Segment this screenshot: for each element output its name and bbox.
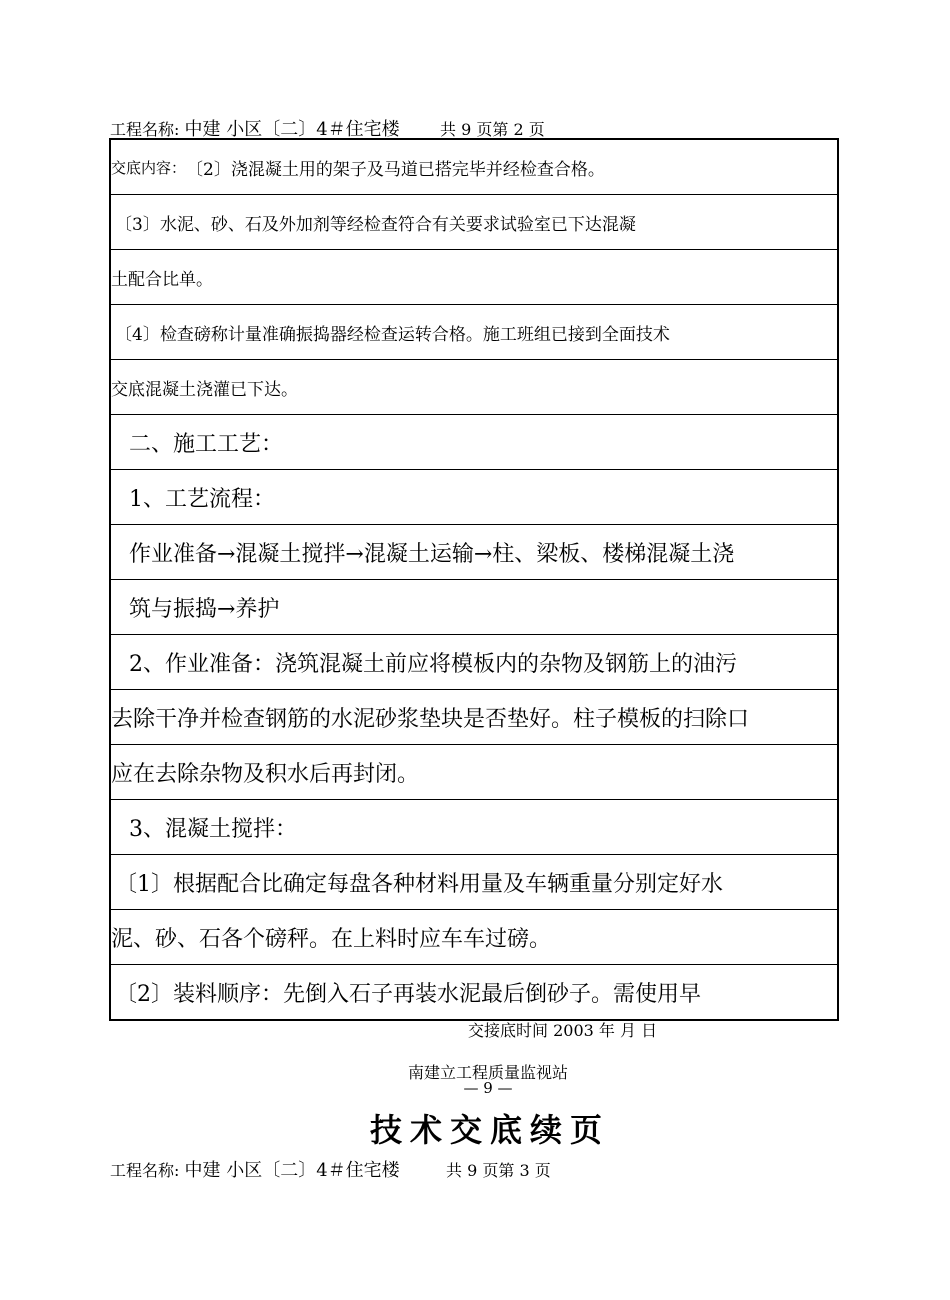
row-text: 〔2〕装料顺序：先倒入石子再装水泥最后倒砂子。需使用早	[115, 981, 701, 1007]
document-title: 技术交底续页	[369, 1111, 610, 1149]
row-text: 作业准备→混凝土搅拌→混凝土运输→柱、梁板、楼梯混凝土浇	[129, 541, 735, 567]
page-number: — 9 —	[463, 1079, 513, 1097]
handover-time: 交接底时间 2003 年 月 日	[468, 1021, 658, 1040]
row-text: 〔3〕水泥、砂、石及外加剂等经检查符合有关要求试验室已下达混凝	[115, 214, 636, 235]
row-text: 3、混凝土搅拌：	[129, 816, 297, 842]
table-row	[111, 140, 837, 195]
table-row	[111, 580, 837, 635]
row-text: 筑与振捣→养护	[129, 596, 280, 622]
table-row	[111, 635, 837, 690]
disclosure-table	[109, 138, 839, 1021]
project-header	[110, 1156, 551, 1182]
table-row	[111, 910, 837, 965]
row-text: 1、工艺流程：	[129, 486, 275, 512]
table-row	[111, 690, 837, 745]
project-value: 中建 小区〔二〕4＃住宅楼	[184, 1160, 400, 1181]
row-text: 去除干净并检查钢筋的水泥砂浆垫块是否垫好。柱子模板的扫除口	[111, 706, 750, 732]
table-row	[111, 470, 837, 525]
page-count: 共 9 页第 3 页	[446, 1161, 551, 1180]
table-row	[111, 250, 837, 305]
project-label: 工程名称:	[110, 1161, 185, 1180]
row-text: 〔1〕根据配合比确定每盘各种材料用量及车辆重量分别定好水	[115, 871, 723, 897]
row-text: 2、作业准备：浇筑混凝土前应将模板内的杂物及钢筋上的油污	[129, 651, 737, 677]
row-text: 〔4〕检查磅称计量准确振捣器经检查运转合格。施工班组已接到全面技术	[115, 324, 670, 345]
footer-organization: 南建立工程质量监视站	[407, 1063, 568, 1082]
table-row	[111, 965, 837, 1019]
project-name	[110, 1156, 446, 1182]
table-row	[111, 305, 837, 360]
row-text: 二、施工工艺：	[129, 431, 284, 457]
table-row	[111, 525, 837, 580]
row-text: 〔2〕浇混凝土用的架子及马道已搭完毕并经检查合格。	[186, 159, 605, 180]
table-row	[111, 745, 837, 800]
table-row	[111, 800, 837, 855]
row-text: 土配合比单。	[111, 269, 213, 290]
table-row	[111, 415, 837, 470]
table-row	[111, 855, 837, 910]
row-text: 交底混凝土浇灌已下达。	[111, 379, 298, 400]
table-row	[111, 195, 837, 250]
content-label: 交底内容：	[111, 158, 187, 177]
project-value: 中建 小区〔二〕4＃住宅楼	[184, 119, 400, 140]
table-row	[111, 360, 837, 415]
page-count: 共 9 页第 2 页	[440, 120, 545, 139]
row-text: 应在去除杂物及积水后再封闭。	[111, 761, 420, 787]
row-text: 泥、砂、石各个磅秤。在上料时应车车过磅。	[111, 926, 552, 952]
project-label: 工程名称:	[110, 120, 185, 139]
